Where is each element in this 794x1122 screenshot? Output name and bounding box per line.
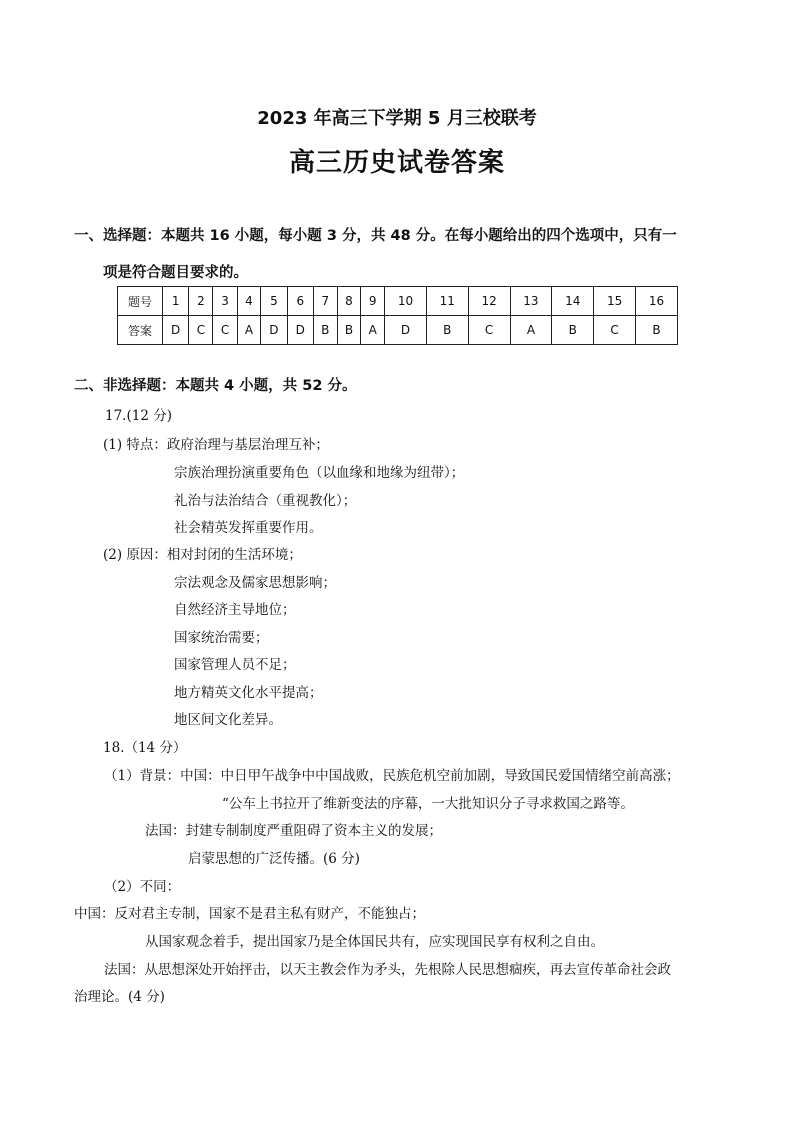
question-number-cell: 9 (361, 287, 385, 316)
q18-part1-line: 法国：封建专制制度严重阻碍了资本主义的发展； (145, 823, 442, 839)
question-number-cell: 4 (237, 287, 261, 316)
q18-part2-line: （2）不同： (104, 879, 181, 895)
answer-table (117, 286, 678, 345)
section1-heading-line2: 项是符合题目要求的。 (103, 265, 248, 281)
answer-cell: A (237, 316, 261, 345)
answer-cell: D (385, 316, 427, 345)
q18-header: 18.（14 分） (103, 740, 187, 756)
q17-part2-line: (2) 原因：相对封闭的生活环境； (103, 547, 302, 563)
q17-part1-line: 礼治与法治结合（重视教化）； (174, 493, 357, 509)
answer-cell: B (313, 316, 337, 345)
answer-cell: B (337, 316, 361, 345)
question-number-cell: 3 (213, 287, 237, 316)
q18-part1-line: 启蒙思想的广泛传播。(6 分) (188, 851, 360, 867)
answer-cell: C (189, 316, 213, 345)
q17-part2-line: 宗法观念及儒家思想影响； (174, 575, 336, 591)
answer-cell: C (213, 316, 237, 345)
question-number-cell: 13 (510, 287, 552, 316)
question-number-cell: 14 (552, 287, 594, 316)
row-label-answer: 答案 (118, 316, 163, 345)
answer-cell: A (510, 316, 552, 345)
answer-cell: A (361, 316, 385, 345)
q17-part1-line: (1) 特点：政府治理与基层治理互补； (103, 437, 329, 453)
answer-cell: C (468, 316, 510, 345)
answer-cell: D (261, 316, 287, 345)
question-number-cell: 11 (426, 287, 468, 316)
row-label-question-number: 题号 (118, 287, 163, 316)
question-number-cell: 8 (337, 287, 361, 316)
q17-part2-line: 国家管理人员不足； (174, 657, 296, 673)
answer-cell: D (163, 316, 189, 345)
question-number-cell: 5 (261, 287, 287, 316)
q17-part2-line: 地方精英文化水平提高； (174, 685, 323, 701)
document-title: 高三历史试卷答案 (288, 148, 505, 178)
answer-cell: D (287, 316, 313, 345)
q17-header: 17.(12 分) (105, 408, 172, 424)
exam-title: 2023 年高三下学期 5 月三校联考 (257, 108, 537, 129)
q17-part2-line: 地区间文化差异。 (174, 712, 282, 728)
answer-cell: B (426, 316, 468, 345)
answer-cell: C (594, 316, 636, 345)
q18-part1-line: （1）背景：中国：中日甲午战争中中国战败，民族危机空前加剧，导致国民爱国情绪空前高涨； (104, 768, 680, 784)
question-number-cell: 10 (385, 287, 427, 316)
q17-part2-line: 自然经济主导地位； (174, 602, 296, 618)
q18-part2-line: 法国：从思想深处开始抨击，以天主教会作为矛头，先根除人民思想痼疾，再去宣传革命社会政 (104, 962, 671, 978)
question-number-cell: 1 (163, 287, 189, 316)
question-number-row (118, 287, 678, 316)
question-number-cell: 2 (189, 287, 213, 316)
q17-part1-line: 宗族治理扮演重要角色（以血缘和地缘为纽带）； (174, 465, 465, 481)
question-number-cell: 7 (313, 287, 337, 316)
answer-cell: B (636, 316, 678, 345)
q18-part2-line: 中国：反对君主专制，国家不是君主私有财产，不能独占； (74, 906, 425, 922)
question-number-cell: 12 (468, 287, 510, 316)
q18-part2-line: 从国家观念着手，提出国家乃是全体国民共有，应实现国民享有权利之自由。 (145, 934, 604, 950)
question-number-cell: 16 (636, 287, 678, 316)
q18-part1-line: “公车上书拉开了维新变法的序幕，一大批知识分子寻求救国之路等。 (222, 796, 634, 812)
question-number-cell: 15 (594, 287, 636, 316)
answer-row (118, 316, 678, 345)
q17-part2-line: 国家统治需要； (174, 630, 269, 646)
section2-heading: 二、非选择题：本题共 4 小题，共 52 分。 (74, 378, 357, 394)
answer-cell: B (552, 316, 594, 345)
question-number-cell: 6 (287, 287, 313, 316)
section1-heading-line1: 一、选择题：本题共 16 小题，每小题 3 分，共 48 分。在每小题给出的四个选项中，只有一 (74, 228, 677, 244)
q18-part2-line: 治理论。(4 分) (74, 989, 165, 1005)
q17-part1-line: 社会精英发挥重要作用。 (174, 520, 323, 536)
